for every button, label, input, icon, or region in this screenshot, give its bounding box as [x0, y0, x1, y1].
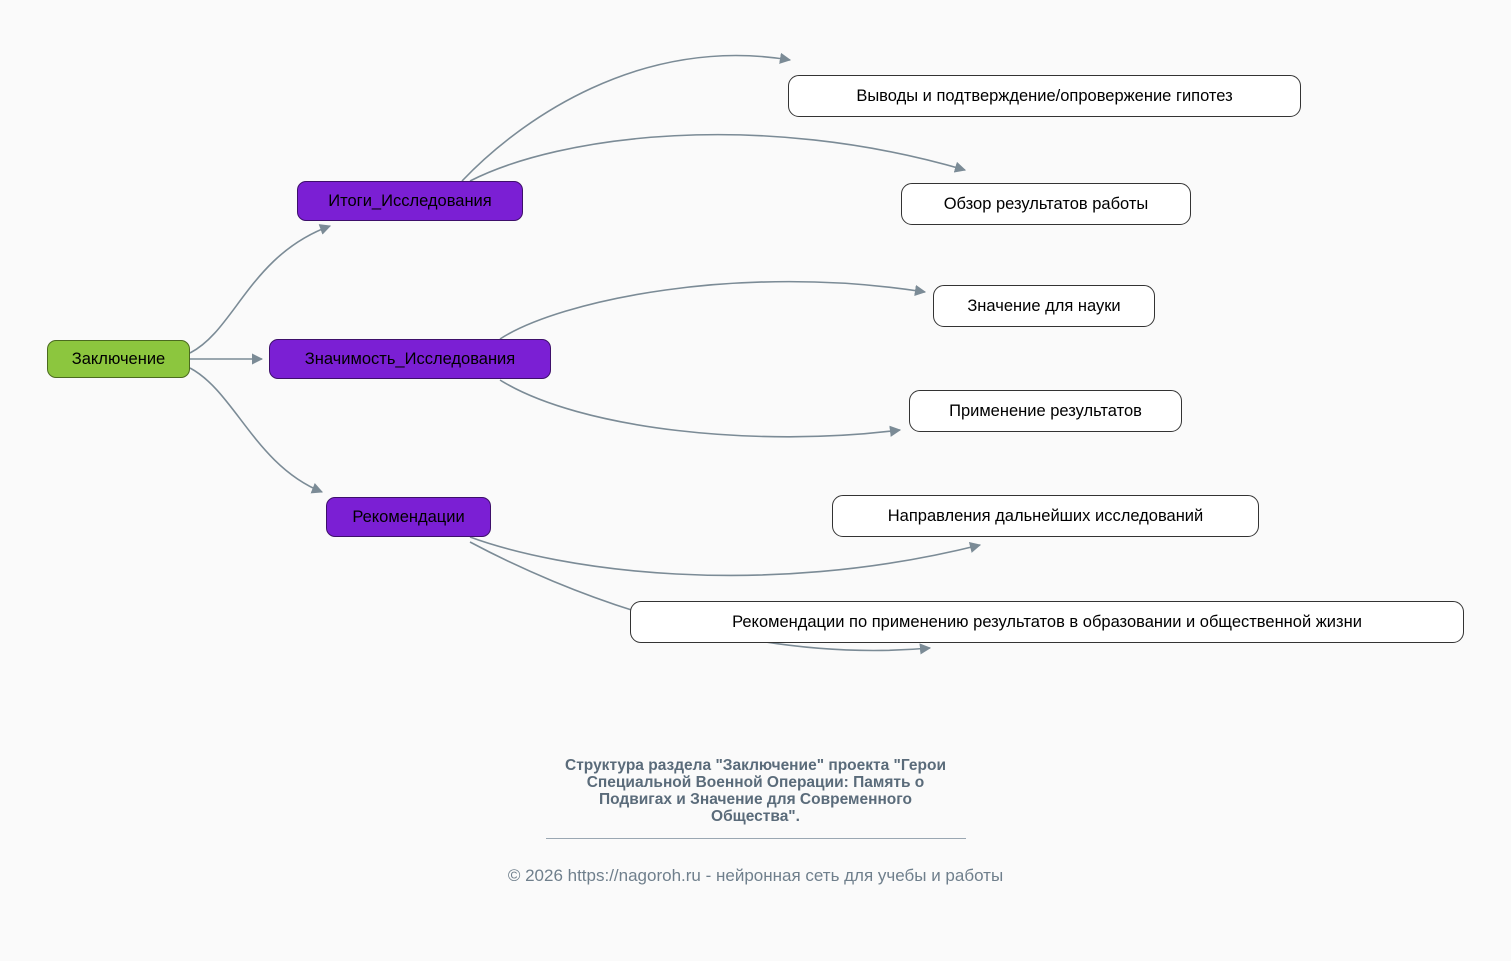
- node-znachimost[interactable]: [269, 339, 551, 379]
- edge-itogi-obzor: [470, 135, 965, 181]
- node-vyvody[interactable]: [788, 75, 1301, 117]
- caption-line-3: Подвигах и Значение для Современного: [599, 791, 912, 808]
- node-obzor[interactable]: [901, 183, 1191, 225]
- edge-root-rekomendacii: [190, 368, 322, 492]
- caption-line-1: Структура раздела "Заключение" проекта "Герои: [565, 757, 946, 774]
- node-nauka-label: Значение для науки: [967, 296, 1121, 315]
- node-rek-primenenie[interactable]: [630, 601, 1464, 643]
- node-rekomendacii[interactable]: [326, 497, 491, 537]
- node-vyvody-label: Выводы и подтверждение/опровержение гипотез: [856, 86, 1233, 105]
- edge-znachimost-nauka: [500, 282, 925, 339]
- node-nauka[interactable]: [933, 285, 1155, 327]
- edge-root-itogi: [190, 226, 330, 353]
- node-root-label: Заключение: [71, 349, 166, 368]
- node-itogi[interactable]: [297, 181, 523, 221]
- edge-itogi-vyvody: [462, 56, 790, 181]
- node-itogi-label: Итоги_Исследования: [328, 191, 492, 210]
- footer-text: © 2026 https://nagoroh.ru - нейронная сеть для учебы и работы: [507, 866, 1004, 885]
- node-primenenie-label: Применение результатов: [949, 401, 1142, 420]
- edge-rekomendacii-napravleniya: [470, 537, 980, 575]
- caption-divider: [546, 838, 966, 839]
- edge-znachimost-primenenie: [500, 380, 900, 437]
- node-obzor-label: Обзор результатов работы: [943, 194, 1149, 213]
- node-rekomendacii-label: Рекомендации: [352, 507, 465, 526]
- node-primenenie[interactable]: [909, 390, 1182, 432]
- node-rek-primenenie-label: Рекомендации по применению результатов в образовании и общественной жизни: [732, 612, 1362, 631]
- node-znachimost-label: Значимость_Исследования: [304, 349, 516, 368]
- caption-line-2: Специальной Военной Операции: Память о: [586, 774, 925, 791]
- node-napravleniya[interactable]: [832, 495, 1259, 537]
- node-napravleniya-label: Направления дальнейших исследований: [887, 506, 1204, 525]
- caption-line-4: Общества".: [711, 808, 800, 825]
- node-root[interactable]: [47, 340, 190, 378]
